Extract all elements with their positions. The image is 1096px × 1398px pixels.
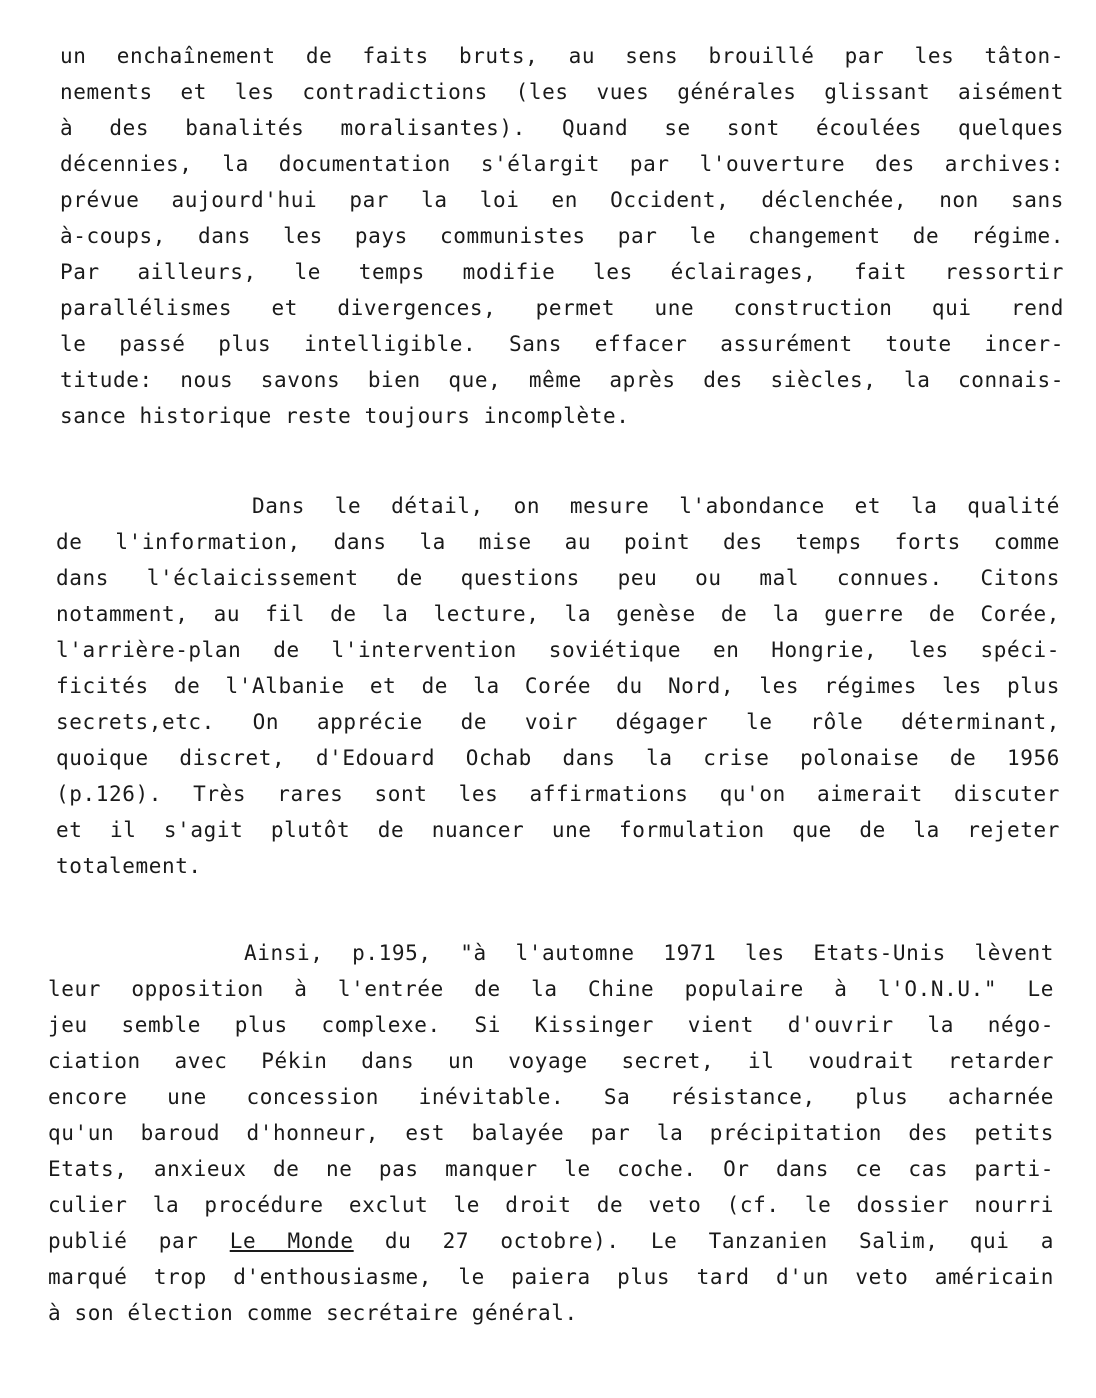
text-line: l'arrière-plan de l'intervention soviétique en Hongrie, les spéci-: [56, 638, 1060, 662]
text-line: parallélismes et divergences, permet une construction qui rend: [60, 296, 1064, 320]
text-line: nements et les contradictions (les vues générales glissant aisément: [60, 80, 1064, 104]
text-line: ciation avec Pékin dans un voyage secret, il voudrait retarder: [48, 1049, 1054, 1073]
text-line: le passé plus intelligible. Sans effacer assurément toute incer-: [60, 332, 1064, 356]
text-fragment: du 27 octobre). Le Tanzanien Salim, qui a: [353, 1229, 1054, 1253]
text-line: à-coups, dans les pays communistes par le changement de régime.: [60, 224, 1064, 248]
text-line: un enchaînement de faits bruts, au sens brouillé par les tâton-: [60, 44, 1064, 68]
text-line: leur opposition à l'entrée de la Chine populaire à l'O.N.U." Le: [48, 977, 1054, 1001]
text-line: encore une concession inévitable. Sa résistance, plus acharnée: [48, 1085, 1054, 1109]
text-line: notamment, au fil de la lecture, la genèse de la guerre de Corée,: [56, 602, 1060, 626]
text-line: titude: nous savons bien que, même après des siècles, la connais-: [60, 368, 1064, 392]
paragraph-3: [48, 935, 1054, 1331]
text-line: décennies, la documentation s'élargit par l'ouverture des archives:: [60, 152, 1064, 176]
text-line: (p.126). Très rares sont les affirmations qu'on aimerait discuter: [56, 782, 1060, 806]
text-line: et il s'agit plutôt de nuancer une formulation que de la rejeter: [56, 818, 1060, 842]
text-line: culier la procédure exclut le droit de veto (cf. le dossier nourri: [48, 1193, 1054, 1217]
text-line: prévue aujourd'hui par la loi en Occident, déclenchée, non sans: [60, 188, 1064, 212]
newspaper-title-le-monde: Le Monde: [229, 1229, 354, 1253]
text-line: qu'un baroud d'honneur, est balayée par la précipitation des petits: [48, 1121, 1054, 1145]
text-line: secrets,etc. On apprécie de voir dégager le rôle déterminant,: [56, 710, 1060, 734]
paragraph-1: [60, 38, 1064, 434]
text-line: Par ailleurs, le temps modifie les éclairages, fait ressortir: [60, 260, 1064, 284]
text-line: quoique discret, d'Edouard Ochab dans la crise polonaise de 1956: [56, 746, 1060, 770]
text-line: Ainsi, p.195, "à l'automne 1971 les Etats-Unis lèvent: [244, 941, 1054, 965]
page-corner-mark: [1000, 0, 1010, 4]
text-line: marqué trop d'enthousiasme, le paiera plus tard d'un veto américain: [48, 1265, 1054, 1289]
text-line: Dans le détail, on mesure l'abondance et la qualité: [252, 494, 1060, 518]
text-line: à des banalités moralisantes). Quand se sont écoulées quelques: [60, 116, 1064, 140]
text-line: à son élection comme secrétaire général.: [48, 1301, 578, 1325]
text-line: sance historique reste toujours incomplète.: [60, 404, 630, 428]
text-line: totalement.: [56, 854, 202, 878]
text-line: dans l'éclaicissement de questions peu ou mal connues. Citons: [56, 566, 1060, 590]
text-line: de l'information, dans la mise au point des temps forts comme: [56, 530, 1060, 554]
text-line: ficités de l'Albanie et de la Corée du Nord, les régimes les plus: [56, 674, 1060, 698]
paragraph-2: [56, 488, 1060, 884]
text-line: jeu semble plus complexe. Si Kissinger vient d'ouvrir la négo-: [48, 1013, 1054, 1037]
text-fragment: publié par: [48, 1229, 230, 1253]
text-line-with-citation: [48, 1223, 1054, 1259]
text-line: Etats, anxieux de ne pas manquer le coche. Or dans ce cas parti-: [48, 1157, 1054, 1181]
